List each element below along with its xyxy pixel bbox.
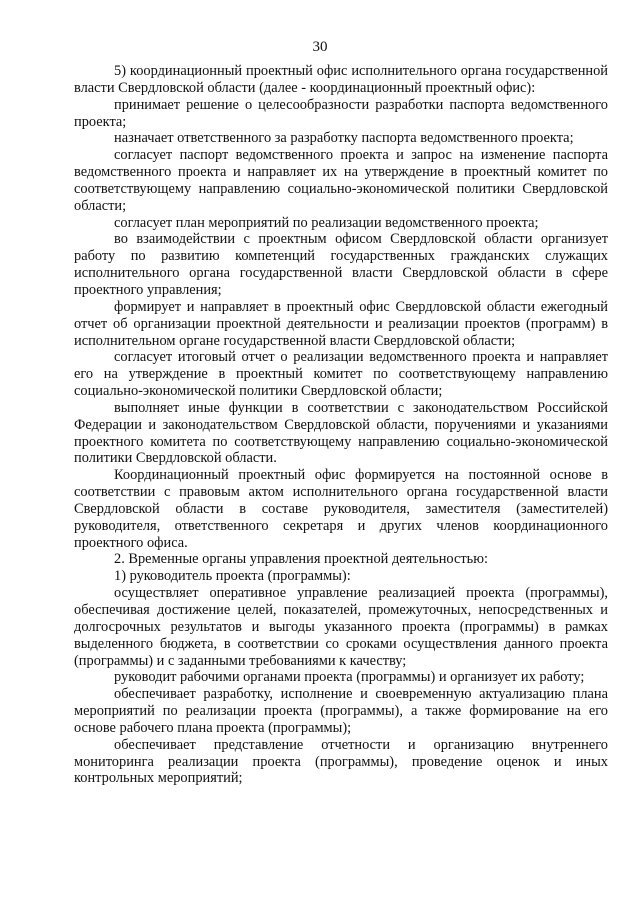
document-body: [74, 63, 608, 787]
paragraph: согласует план мероприятий по реализации ведомственного проекта;: [114, 214, 539, 231]
paragraph: согласует итоговый отчет о реализации ведомственного проекта и направляет его на утверждение в проектный комитет по соответствующему направлению социально-экономической политики Свердловской области;: [74, 349, 608, 400]
paragraph: Координационный проектный офис формируется на постоянной основе в соответствии с правовым актом исполнительного органа государственной власти Свердловской области в составе руководителя, заместителя (заместителей) руководителя, ответственного секретаря и других членов координационного проектного офиса.: [74, 467, 608, 551]
page-number: 30: [312, 39, 328, 55]
section-heading: 2. Временные органы управления проектной деятельностью:: [114, 551, 488, 568]
paragraph: согласует паспорт ведомственного проекта и запрос на изменение паспорта ведомственного проекта и направляет их на утверждение в проектный комитет по соответствующему направлению социально-экономической политики Свердловской области;: [74, 147, 608, 214]
paragraph: осуществляет оперативное управление реализацией проекта (программы), обеспечивая достижение целей, показателей, промежуточных, непосредственных и долгосрочных результатов и выгоды указанного проекта (программы) в рамках выделенного бюджета, в соответствии со сроками осуществления данного проекта (программы) и с заданными требованиями к качеству;: [74, 585, 608, 669]
paragraph: выполняет иные функции в соответствии с законодательством Российской Федерации и законодательством Свердловской области, поручениями и указаниями проектного комитета по соответствующему направлению социально-экономической политики Свердловской области.: [74, 399, 608, 467]
paragraph: во взаимодействии с проектным офисом Свердловской области организует работу по развитию компетенций государственных гражданских служащих исполнительного органа государственной власти Свердловской области в сфере проектного управления;: [74, 231, 608, 298]
paragraph: 5) координационный проектный офис исполнительного органа государственной власти Свердловской области (далее - координационный проектный офис):: [74, 63, 608, 96]
paragraph: обеспечивает разработку, исполнение и своевременную актуализацию плана мероприятий по реализации проекта (программы), а также формирование на его основе рабочего плана проекта (программы);: [74, 686, 608, 736]
paragraph: формирует и направляет в проектный офис Свердловской области ежегодный отчет об организации проектной деятельности и реализации проектов (программ) в исполнительном органе государственной власти Свердловской области;: [74, 298, 608, 349]
paragraph: руководит рабочими органами проекта (программы) и организует их работу;: [114, 669, 585, 686]
paragraph: обеспечивает представление отчетности и организацию внутреннего мониторинга реализации проекта (программы), проведение оценок и иных контрольных мероприятий;: [74, 736, 608, 787]
subsection-heading: 1) руководитель проекта (программы):: [114, 568, 351, 585]
paragraph: принимает решение о целесообразности разработки паспорта ведомственного проекта;: [74, 96, 608, 130]
paragraph: назначает ответственного за разработку паспорта ведомственного проекта;: [114, 130, 574, 147]
